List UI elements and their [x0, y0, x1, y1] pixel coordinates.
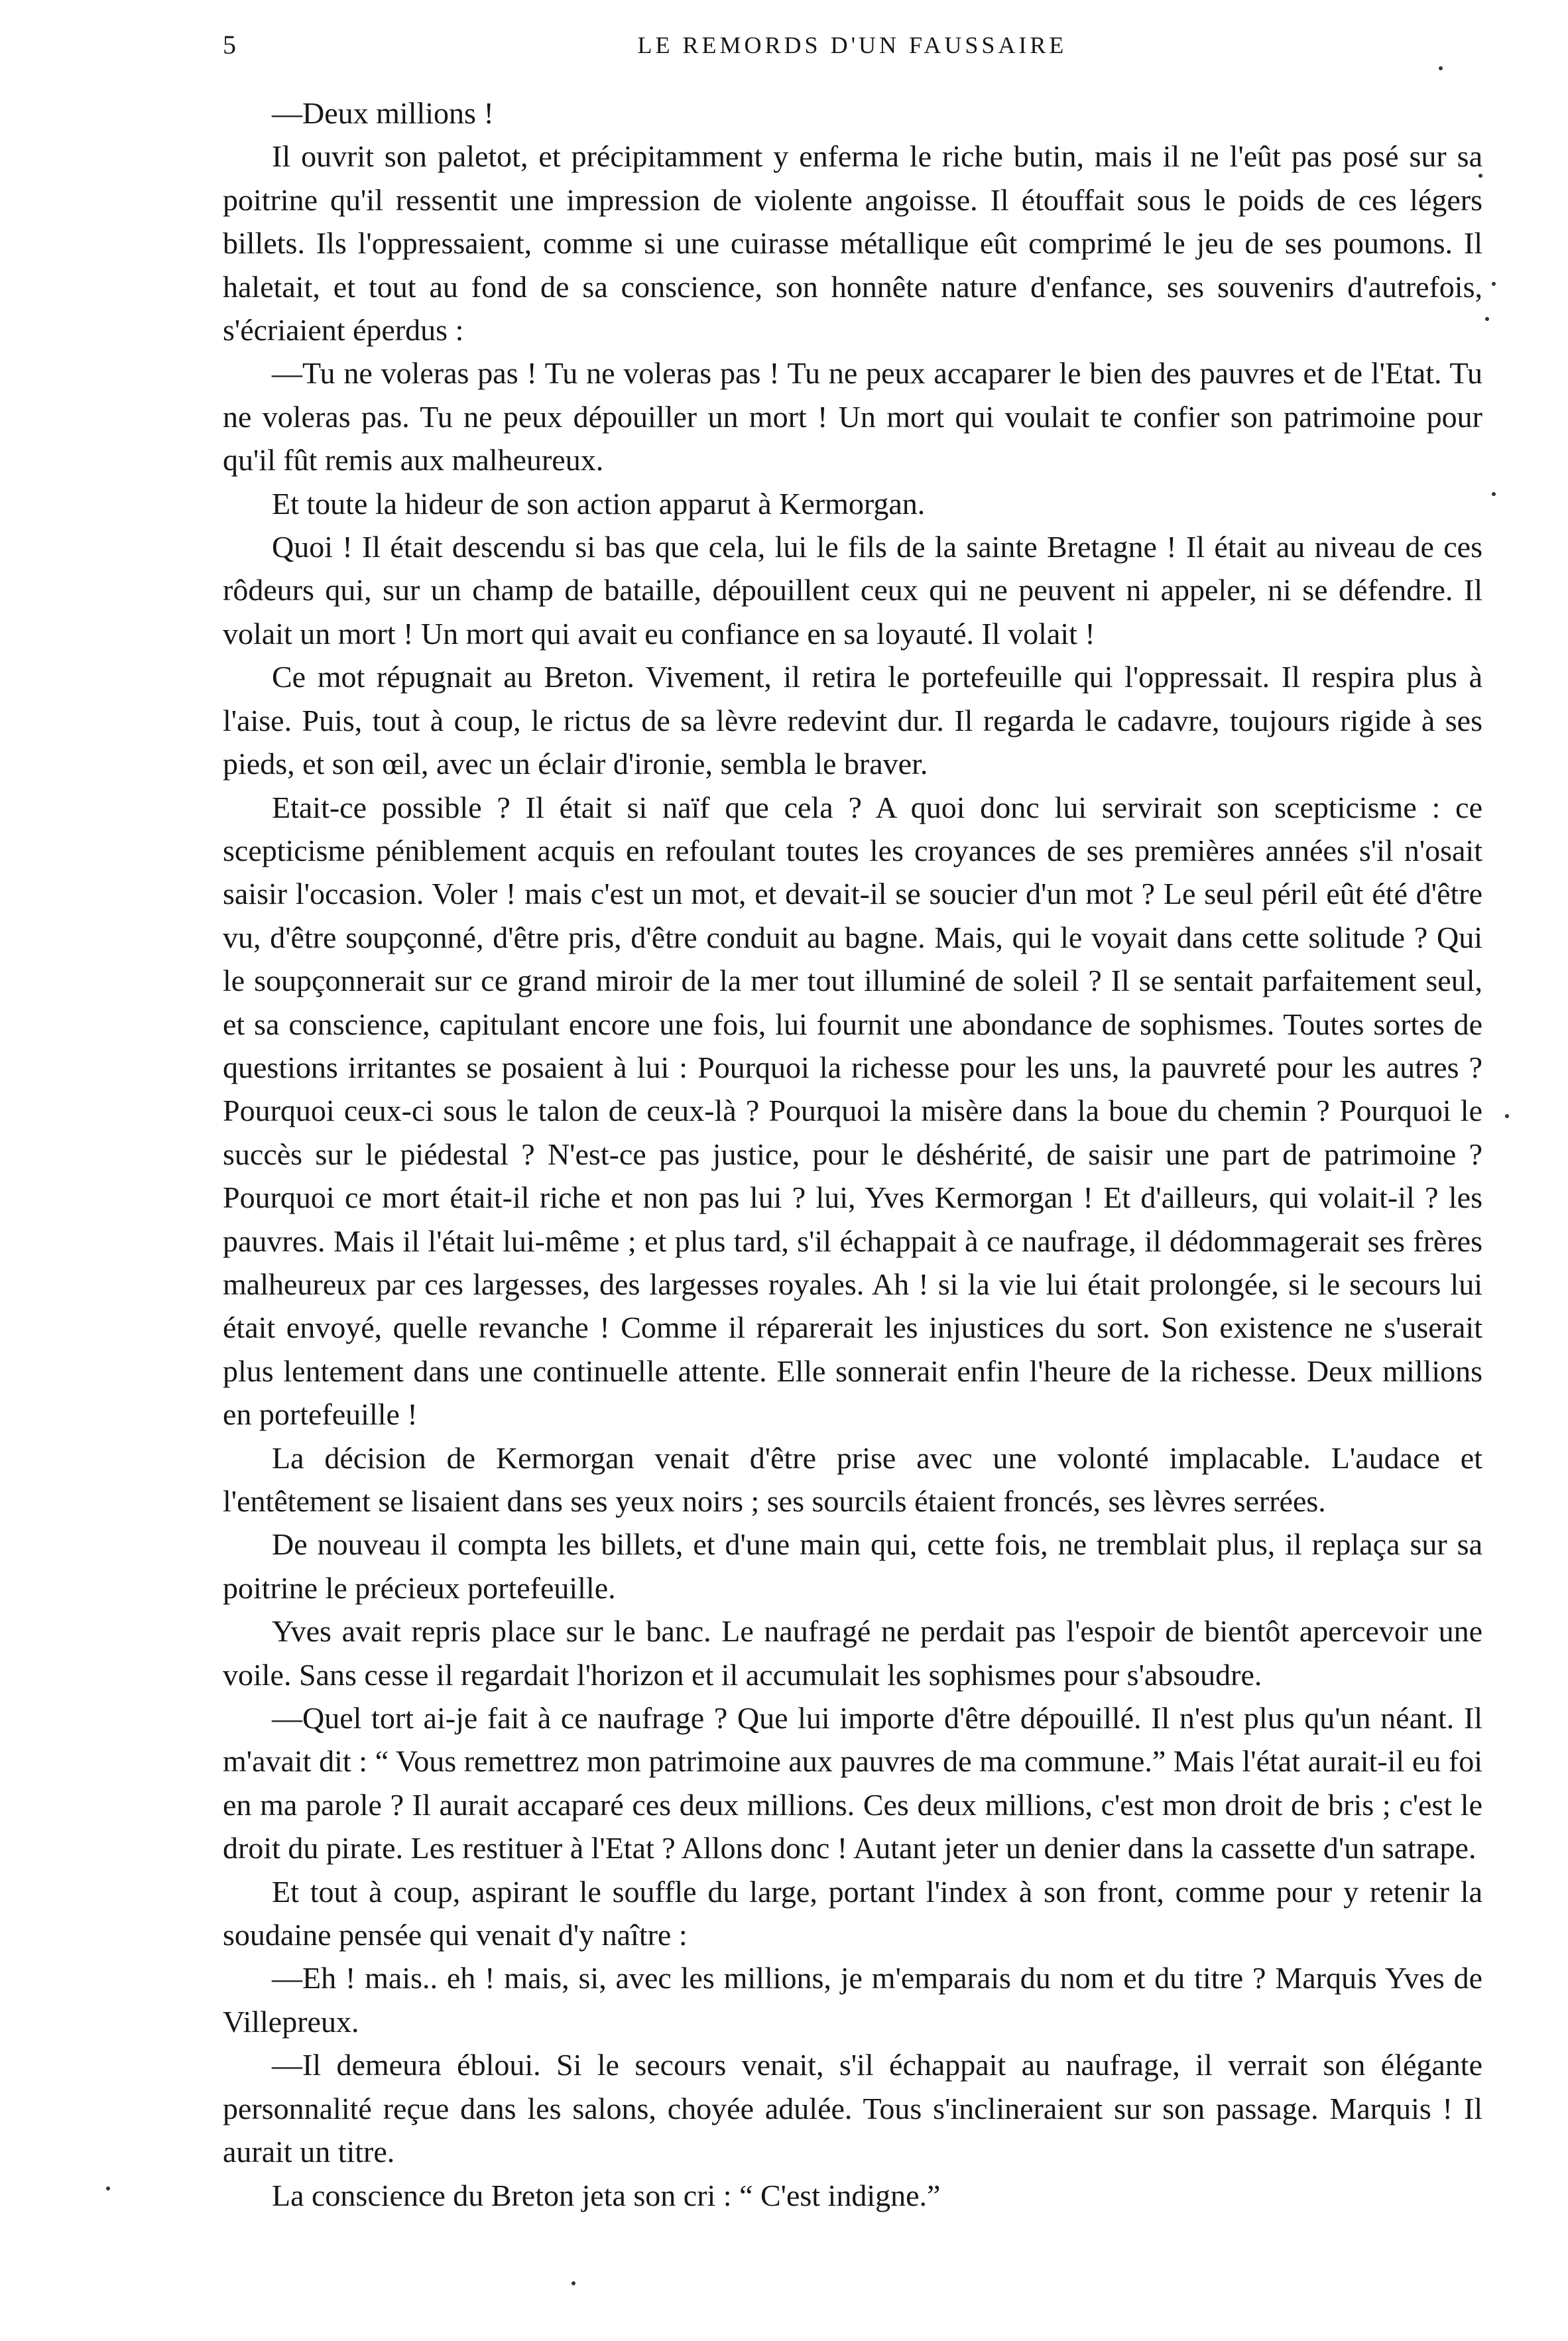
paragraph: Et toute la hideur de son action apparut à Kermorgan. [272, 486, 926, 521]
paragraph: Etait-ce possible ? Il était si naïf que cela ? A quoi donc lui servirait son scepticisme : ce scepticisme péniblement acquis en refoulant toutes les croyances de ses premières années s'il n'osait saisir l'occasion. Voler ! mais c'est un mot, et devait-il se soucier d'un mot ? Le seul péril eût été d'être vu, d'être soupçonné, d'être pris, d'être conduit au bagne. Mais, qui le voyait dans cette solitude ? Qui le soupçonnerait sur ce grand miroir de la mer tout illuminé de soleil ? Il se sentait parfaitement seul, et sa conscience, capitulant encore une fois, lui fournit une abondance de sophismes. Toutes sortes de questions irritantes se posaient à lui : Pourquoi la richesse pour les uns, la pauvreté pour les autres ? Pourquoi ceux-ci sous le talon de ceux-là ? Pourquoi la misère dans la boue du chemin ? Pourquoi le succès sur le piédestal ? N'est-ce pas justice, pour le déshérité, de saisir une part de patrimoine ? Pourquoi ce mort était-il riche et non pas lui ? lui, Yves Kermorgan ! Et d'ailleurs, qui volait-il ? les pauvres. Mais il l'était lui-même ; et plus tard, s'il échappait à ce naufrage, il dédommagerait ses frères malheureux par ces largesses, des largesses royales. Ah ! si la vie lui était prolongée, si le secours lui était envoyé, quelle revanche ! Comme il réparerait les injustices du sort. Son existence ne s'userait plus lentement dans une continuelle attente. Elle sonnerait enfin l'heure de la richesse. Deux millions en portefeuille ! [223, 790, 1482, 1432]
scan-speck [572, 2281, 575, 2285]
scan-speck [1485, 317, 1489, 321]
paragraph: Il ouvrit son paletot, et précipitamment y enferma le riche butin, mais il ne l'eût pas posé sur sa poitrine qu'il ressentit une impression de violente angoisse. Il étouffait sous le poids de ces légers billets. Ils l'oppressaient, comme si une cuirasse métallique eût comprimé le jeu de ses poumons. Il haletait, et tout au fond de sa conscience, son honnête nature d'enfance, ses souvenirs d'autrefois, s'écriaient éperdus : [223, 139, 1482, 348]
body-text [223, 92, 1482, 2217]
paragraph: —Eh ! mais.. eh ! mais, si, avec les millions, je m'emparais du nom et du titre ? Marquis Yves de Villepreux. [223, 1961, 1482, 2039]
running-title: LE REMORDS D'UN FAUSSAIRE [637, 32, 1067, 58]
paragraph: Yves avait repris place sur le banc. Le naufragé ne perdait pas l'espoir de bientôt apercevoir une voile. Sans cesse il regardait l'horizon et il accumulait les sophismes pour s'absoudre. [223, 1614, 1482, 1692]
scan-speck [1478, 174, 1482, 178]
scan-speck [1492, 492, 1496, 496]
paragraph: Et tout à coup, aspirant le souffle du large, portant l'index à son front, comme pour y retenir la soudaine pensée qui venait d'y naître : [223, 1874, 1482, 1952]
scan-speck [106, 2186, 110, 2190]
paragraph: —Tu ne voleras pas ! Tu ne voleras pas ! Tu ne peux accaparer le bien des pauvres et de l'Etat. Tu ne voleras pas. Tu ne peux dépouiller un mort ! Un mort qui voulait te confier son patrimoine pour qu'il fût remis aux malheureux. [223, 356, 1482, 477]
page-number: 5 [223, 30, 236, 60]
paragraph: Ce mot répugnait au Breton. Vivement, il retira le portefeuille qui l'oppressait. Il respira plus à l'aise. Puis, tout à coup, le rictus de sa lèvre redevint dur. Il regarda le cadavre, toujours rigide à ses pieds, et son œil, avec un éclair d'ironie, sembla le braver. [223, 660, 1482, 781]
paragraph: Quoi ! Il était descendu si bas que cela, lui le fils de la sainte Bretagne ! Il était au niveau de ces rôdeurs qui, sur un champ de bataille, dépouillent ceux qui ne peuvent ni appeler, ni se défendre. Il volait un mort ! Un mort qui avait eu confiance en sa loyauté. Il volait ! [223, 530, 1482, 651]
running-head [223, 25, 1482, 65]
paragraph: —Il demeura ébloui. Si le secours venait, s'il échappait au naufrage, il verrait son élégante personnalité reçue dans les salons, choyée adulée. Tous s'inclineraient sur son passage. Marquis ! Il aurait un titre. [223, 2048, 1482, 2169]
paragraph: —Quel tort ai-je fait à ce naufrage ? Que lui importe d'être dépouillé. Il n'est plus qu'un néant. Il m'avait dit : “ Vous remettrez mon patrimoine aux pauvres de ma commune.” Mais l'état aurait-il eu foi en ma parole ? Il aurait accaparé ces deux millions. Ces deux millions, c'est mon droit de bris ; c'est le droit du pirate. Les restituer à l'Etat ? Allons donc ! Autant jeter un denier dans la cassette d'un satrape. [223, 1701, 1482, 1866]
paragraph: La décision de Kermorgan venait d'être prise avec une volonté implacable. L'audace et l'entêtement se lisaient dans ses yeux noirs ; ses sourcils étaient froncés, ses lèvres serrées. [223, 1440, 1482, 1518]
scan-speck [1439, 66, 1443, 70]
scan-speck [1505, 1114, 1509, 1118]
scan-speck [1492, 282, 1496, 286]
paragraph: La conscience du Breton jeta son cri : “ C'est indigne.” [272, 2178, 941, 2212]
paragraph: De nouveau il compta les billets, et d'une main qui, cette fois, ne tremblait plus, il replaça sur sa poitrine le précieux portefeuille. [223, 1527, 1482, 1605]
paragraph: —Deux millions ! [272, 96, 494, 130]
